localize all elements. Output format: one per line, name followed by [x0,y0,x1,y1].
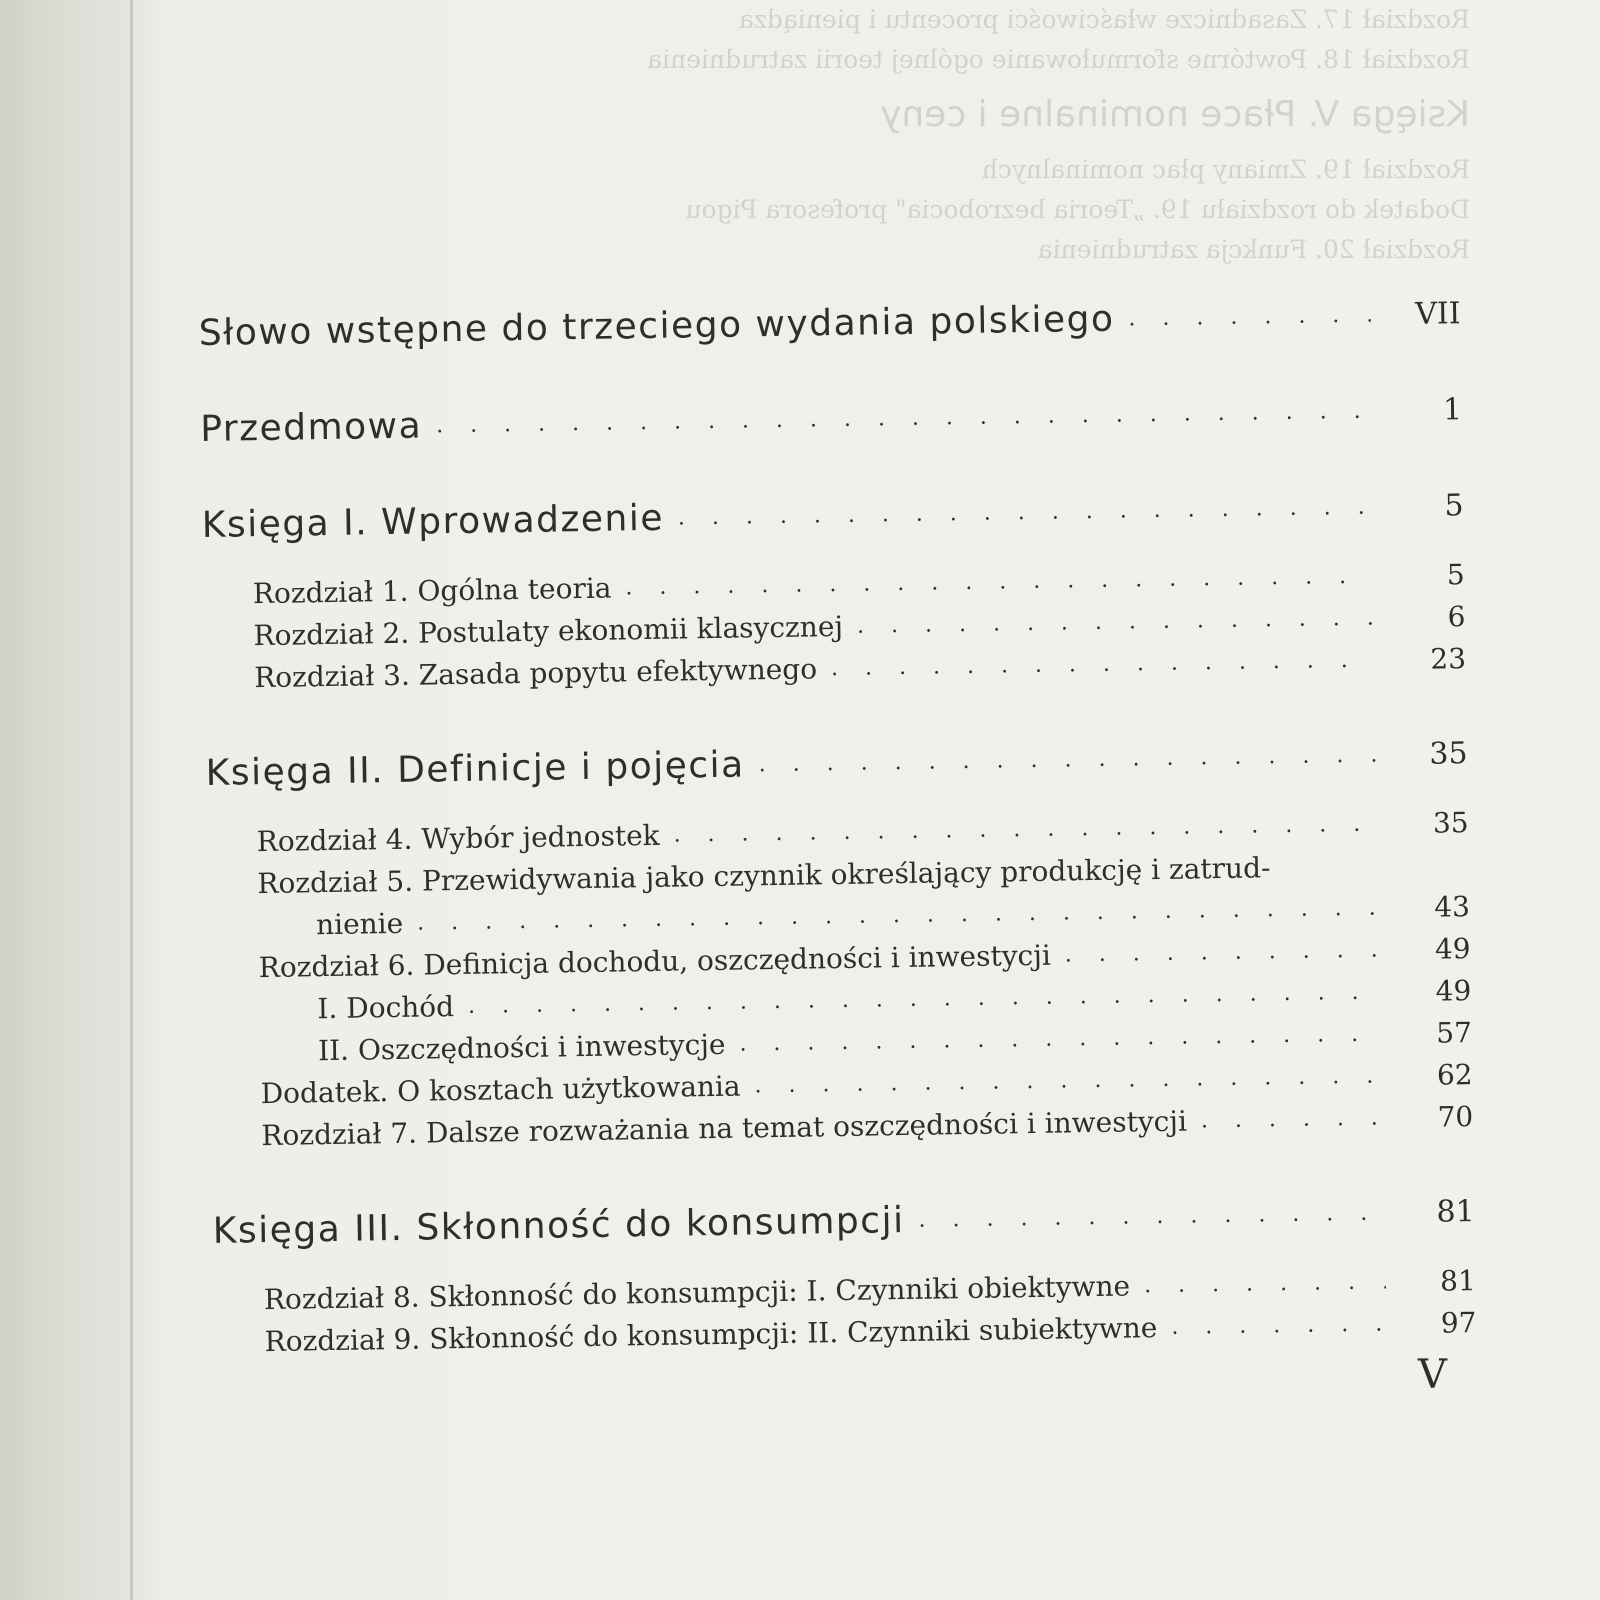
leader-dots [403,895,1380,935]
toc-page-number: 62 [1436,1057,1473,1092]
leader-dots [1187,1105,1384,1133]
leader-dots [904,1200,1385,1233]
toc-page-number: 81 [1439,1263,1477,1298]
toc-page-number: 6 [1447,599,1466,633]
leader-dots [422,398,1372,438]
toc-entry-title: II. Oszczędności i inwestycje [317,1027,726,1067]
ghost-line: Rozdział 18. Powtórne sformułowanie ogólnej teorii zatrudnienia [647,45,1470,74]
toc-entry-title: Przedmowa [199,404,423,450]
toc-page-number: 5 [1444,487,1464,523]
toc-entry-title: Rozdział 1. Ogólna teoria [252,571,612,610]
toc-entry-title: Rozdział 9. Skłonność do konsumpcji: II. Czynniki subiektywne [264,1310,1158,1358]
toc-entry-title: Rozdział 2. Postulaty ekonomii klasycznej [253,609,844,652]
toc-entry-title: Słowo wstępne do trzeciego wydania polskiego [198,298,1115,354]
toc-entry-title: Rozdział 5. Przewidywania jako czynnik określający produkcję i zatrud- [257,850,1271,900]
ghost-line: Rozdział 17. Zasadnicze właściwości procentu i pieniądza [738,5,1470,34]
toc-page-number: 81 [1436,1193,1475,1230]
toc-page-number: 35 [1432,805,1469,840]
toc-entry-title: Rozdział 6. Definicja dochodu, oszczędności i inwestycji [258,938,1052,984]
leader-dots [1114,302,1371,331]
toc-entry-title: Dodatek. O kosztach użytkowania [260,1069,741,1110]
toc-entry-title: Rozdział 7. Dalsze rozważania na temat oszczędności i inwestycji [261,1104,1188,1152]
toc-page-number: 1 [1442,391,1463,427]
leader-dots [744,742,1377,777]
leader-dots [817,647,1376,681]
page-gutter [130,0,133,1600]
leader-dots [664,494,1374,530]
toc-page-number: VII [1414,295,1461,332]
toc-page-number: 57 [1435,1015,1473,1050]
toc-page-number: 49 [1435,973,1472,1008]
ghost-line: Rozdział 20. Funkcja zatrudnienia [1037,235,1470,264]
toc-entry-title: Księga I. Wprowadzenie [201,497,665,546]
leader-dots [843,605,1376,638]
leader-dots [1157,1311,1387,1340]
show-through-text [420,0,1470,290]
ghost-line: Dodatek do rozdziału 19. „Teoria bezrobocia" profesora Pigou [685,195,1470,224]
table-of-contents [198,265,1477,1363]
ghost-line: Rozdział 19. Zmiany płac nominalnych [981,155,1470,184]
leader-dots [725,1021,1382,1056]
toc-page-number: 23 [1430,641,1467,676]
toc-entry-title: Rozdział 4. Wybór jednostek [256,818,660,858]
toc-page-number: 49 [1434,931,1471,966]
leader-dots [1130,1269,1386,1298]
toc-entry-title: Księga II. Definicje i pojęcia [205,743,745,794]
leader-dots [1051,937,1381,967]
toc-page-number: 35 [1429,735,1468,772]
toc-entry-title: Rozdział 8. Skłonność do konsumpcji: I. Czynniki obiektywne [263,1268,1131,1316]
toc-entry-title: nienie [315,906,404,941]
toc-page-number: 43 [1434,889,1471,924]
toc-entry-title: Księga III. Skłonność do konsumpcji [212,1199,905,1252]
page-folio: V [1418,1352,1447,1398]
ghost-line: Księga V. Płace nominalne i ceny [880,94,1470,135]
leader-dots [454,979,1382,1019]
toc-entry-title: I. Dochód [317,989,455,1025]
leader-dots [659,811,1378,847]
toc-page-number: 70 [1437,1099,1474,1134]
leader-dots [740,1063,1382,1098]
leader-dots [611,563,1375,600]
toc-entry-title: Rozdział 3. Zasada popytu efektywnego [253,651,818,694]
toc-page-number: 5 [1446,557,1465,591]
toc-page-number: 97 [1440,1305,1477,1340]
